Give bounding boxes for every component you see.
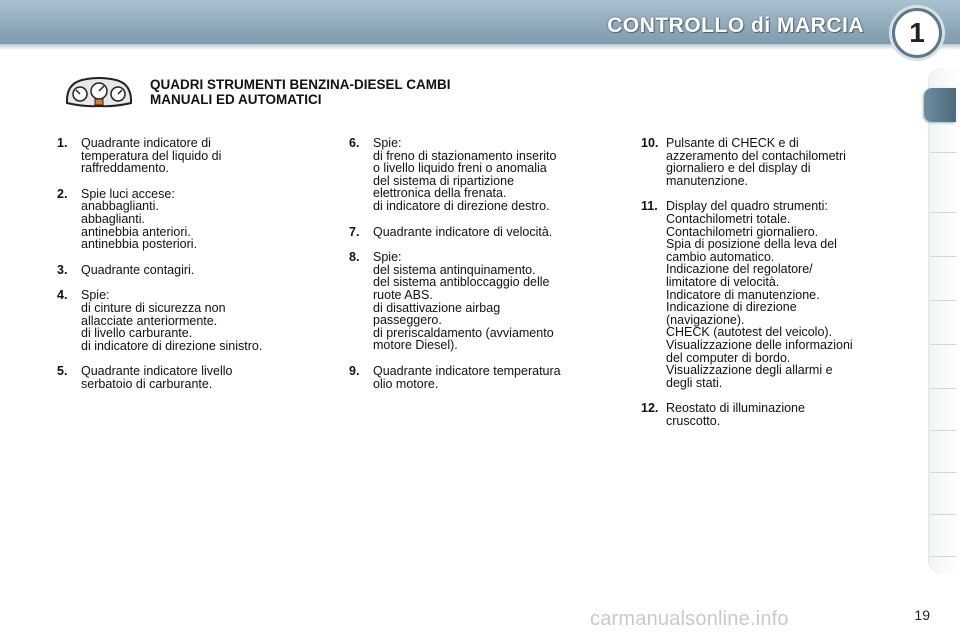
- item-text: Contachilometri totale.: [666, 211, 791, 226]
- item-text: di indicatore di direzione destro.: [373, 198, 550, 213]
- legend-item-11: [641, 200, 911, 389]
- page-header-title: CONTROLLO di MARCIA: [607, 14, 864, 37]
- section-title: [150, 77, 570, 107]
- item-text: (navigazione).: [666, 312, 745, 327]
- item-text: del sistema antibloccaggio delle: [373, 275, 550, 290]
- item-number: 5.: [57, 364, 68, 379]
- item-text: di disattivazione airbag: [373, 300, 501, 315]
- watermark-text: carmanualsonline.info: [590, 608, 789, 630]
- item-text: Pulsante di CHECK e di: [666, 136, 799, 150]
- item-text: di livello carburante.: [81, 326, 193, 341]
- legend-item-7: [349, 226, 619, 239]
- item-text: Indicazione di direzione: [666, 300, 797, 315]
- chapter-tab-divider: [930, 256, 956, 257]
- item-number: 8.: [349, 250, 360, 265]
- item-number: 3.: [57, 262, 68, 277]
- item-number: 6.: [349, 136, 360, 150]
- chapter-tab-divider: [930, 152, 956, 153]
- item-text: del computer di bordo.: [666, 350, 791, 365]
- item-text: Indicazione del regolatore/: [666, 262, 813, 277]
- item-text: abbaglianti.: [81, 211, 145, 226]
- item-text: Visualizzazione delle informazioni: [666, 337, 853, 352]
- item-text: di preriscaldamento (avviamento: [373, 325, 554, 340]
- item-text: Reostato di illuminazione: [666, 401, 805, 416]
- item-text: del sistema antinquinamento.: [373, 262, 536, 277]
- item-text: antinebbia posteriori.: [81, 237, 198, 252]
- item-text: Spie luci accese:: [81, 186, 175, 201]
- chapter-tab-divider: [930, 300, 956, 301]
- chapter-tab-divider: [930, 514, 956, 515]
- chapter-tabs: [924, 68, 960, 576]
- legend-item-3: [57, 264, 327, 277]
- chapter-tab-divider: [930, 344, 956, 345]
- legend-item-9: [349, 365, 619, 390]
- item-text: Contachilometri giornaliero.: [666, 224, 819, 239]
- item-text: di freno di stazionamento inserito: [373, 148, 557, 163]
- item-text: Spie:: [81, 288, 110, 303]
- chapter-number-badge: 1: [892, 8, 942, 58]
- chapter-tab-active[interactable]: [924, 88, 956, 122]
- legend-column-2: [349, 137, 619, 403]
- item-number: 7.: [349, 224, 360, 239]
- item-text: raffreddamento.: [81, 161, 170, 176]
- legend-column-1: [57, 137, 327, 404]
- item-text: Visualizzazione degli allarmi e: [666, 363, 833, 378]
- instrument-panel-icon: [64, 76, 134, 108]
- legend-column-3: [641, 137, 911, 440]
- section-title-line: MANUALI ED AUTOMATICI: [150, 92, 322, 107]
- chapter-tab-divider: [930, 472, 956, 473]
- chapter-tab-divider: [930, 212, 956, 213]
- item-text: CHECK (autotest del veicolo).: [666, 325, 833, 340]
- item-number: 12.: [641, 401, 659, 416]
- item-text: allacciate anteriormente.: [81, 313, 218, 328]
- item-text: di cinture di sicurezza non: [81, 300, 226, 315]
- item-number: 4.: [57, 288, 68, 303]
- legend-item-8: [349, 251, 619, 352]
- legend-item-4: [57, 289, 327, 352]
- item-text: o livello liquido freni o anomalia: [373, 161, 547, 176]
- section-title-line: QUADRI STRUMENTI BENZINA-DIESEL CAMBI: [150, 77, 451, 92]
- item-text: di indicatore di direzione sinistro.: [81, 338, 263, 353]
- item-text: temperatura del liquido di: [81, 148, 222, 163]
- item-number: 2.: [57, 186, 68, 201]
- item-text: anabbaglianti.: [81, 199, 159, 214]
- chapter-tabs-background: [928, 68, 959, 574]
- item-number: 9.: [349, 363, 360, 378]
- item-text: degli stati.: [666, 375, 723, 390]
- item-text: Spia di posizione della leva del: [666, 237, 837, 252]
- item-text: del sistema di ripartizione: [373, 173, 515, 188]
- item-text: motore Diesel).: [373, 338, 458, 353]
- item-text: Spie:: [373, 136, 402, 150]
- item-text: azzeramento del contachilometri: [666, 148, 846, 163]
- item-text: giornaliero e del display di: [666, 161, 811, 176]
- item-text: cambio automatico.: [666, 249, 775, 264]
- item-text: Quadrante indicatore livello: [81, 364, 233, 379]
- item-text: Quadrante indicatore temperatura: [373, 363, 561, 378]
- legend-item-2: [57, 188, 327, 251]
- item-text: serbatoio di carburante.: [81, 376, 213, 391]
- legend-item-6: [349, 137, 619, 213]
- legend-item-10: [641, 137, 911, 187]
- item-text: olio motore.: [373, 376, 439, 391]
- item-text: Quadrante indicatore di: [81, 136, 211, 150]
- chapter-tab-divider: [930, 388, 956, 389]
- item-text: cruscotto.: [666, 413, 721, 428]
- chapter-tab-divider: [930, 430, 956, 431]
- item-text: ruote ABS.: [373, 287, 433, 302]
- item-text: manutenzione.: [666, 173, 749, 188]
- item-number: 11.: [641, 199, 658, 214]
- item-text: passeggero.: [373, 313, 442, 328]
- item-text: Quadrante indicatore di velocità.: [373, 224, 553, 239]
- item-text: Display del quadro strumenti:: [666, 199, 828, 214]
- item-number: 10.: [641, 136, 659, 150]
- legend-item-5: [57, 365, 327, 390]
- item-number: 1.: [57, 136, 68, 150]
- chapter-tab-divider: [930, 556, 956, 557]
- legend-item-1: [57, 137, 327, 175]
- item-text: limitatore di velocità.: [666, 274, 780, 289]
- page-number: 19: [914, 607, 930, 623]
- item-text: elettronica della frenata.: [373, 186, 507, 201]
- header-shadow: [0, 44, 960, 50]
- item-text: Spie:: [373, 250, 402, 265]
- item-text: Quadrante contagiri.: [81, 262, 195, 277]
- item-text: antinebbia anteriori.: [81, 224, 191, 239]
- legend-item-12: [641, 402, 911, 427]
- item-text: Indicatore di manutenzione.: [666, 287, 820, 302]
